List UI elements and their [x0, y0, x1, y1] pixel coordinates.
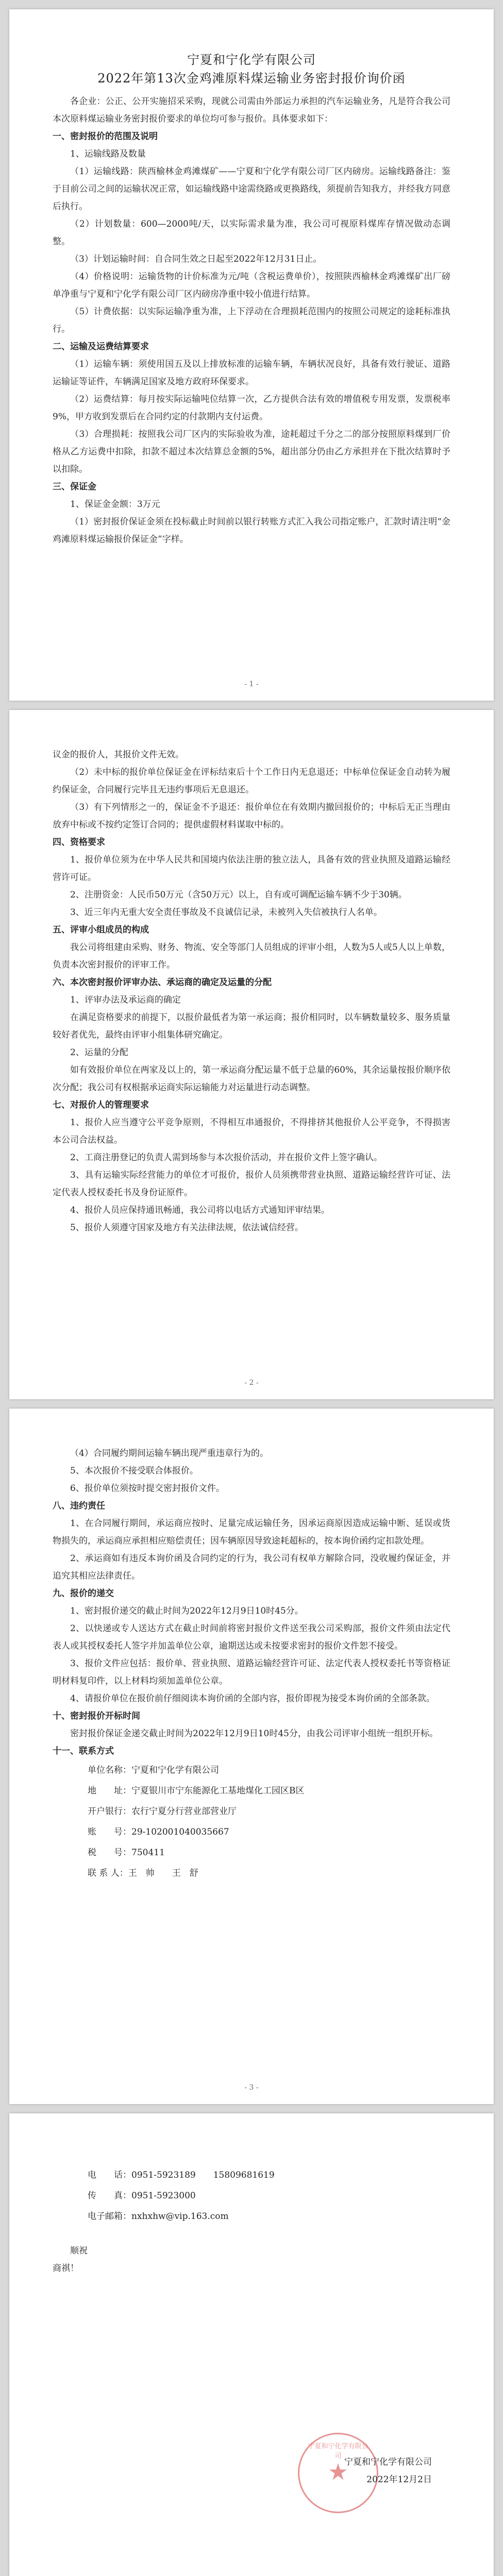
section-heading-1: 一、密封报价的范围及说明 [53, 131, 158, 142]
document-page-4 [9, 2113, 494, 2576]
evaluation-heading: 1、评审办法及承运商的确定 [70, 995, 181, 1005]
allocation-text: 如有效报价单位在两家及以上的，第一承运商分配运量不低于总量的60%，其余运量按报价顺序依次分配；我公司有权根据承运商实际运输能力对运量进行动态调整。 [53, 1065, 450, 1093]
contact-address [53, 1781, 450, 1801]
contact-tax-label: 税 号： [88, 1848, 131, 1858]
management-5: 5、报价人须遵守国家及地方有关法律法规，依法诚信经营。 [70, 1223, 304, 1233]
document-page-3 [9, 1409, 494, 2104]
evaluation-text: 在满足资格要求的前提下，以报价最低者为第一承运商；报价相同时，以车辆数量较多、服务质量较好者优先，最终由评审小组集体研究确定。 [53, 1012, 450, 1040]
management-note-6: 6、报价单位须按时提交密封报价文件。 [70, 1483, 225, 1494]
contact-company-label: 单位名称： [88, 1765, 131, 1775]
contact-fax [53, 2185, 450, 2206]
signature-date: 2022年12月2日 [366, 2475, 432, 2485]
deposit-rule-3: （3）有下列情形之一的，保证金不予退还：报价单位在有效期内撤回报价的；中标后无正当理由放弃中标或不按约定签订合同的；提供虚假材料谋取中标的。 [53, 802, 450, 830]
contact-bank-label: 开户银行： [88, 1806, 131, 1817]
opening-text: 密封报价保证金递交截止时间为2022年12月9日10时45分，由我公司评审小组统一组织开标。 [70, 1728, 438, 1739]
submission-3: 3、报价文件应包括：报价单、营业执照、道路运输经营许可证、法定代表人授权委托书等资格证明材料复印件，以上材料均须加盖单位公章。 [53, 1658, 450, 1686]
section-heading-4: 四、资格要求 [53, 837, 105, 848]
contact-person [53, 1863, 450, 1884]
continued-text: （4）合同履约期间运输车辆出现严重违章行为的。 [70, 1448, 269, 1459]
submission-1: 1、密封报价递交的截止时间为2022年12月9日10时45分。 [70, 1606, 304, 1616]
section-heading-11: 十一、联系方式 [53, 1746, 114, 1756]
contact-account [53, 1822, 450, 1842]
contact-phone-label: 电 话： [88, 2170, 131, 2180]
section-heading-9: 九、报价的递交 [53, 1588, 114, 1599]
contact-company-value: 宁夏和宁化学有限公司 [131, 1765, 219, 1775]
item-2-settlement: （2）运费结算：每月按实际运输吨位结算一次，乙方提供合法有效的增值税专用发票，发票税率9%，甲方收到发票后在合同约定的付款期内支付运费。 [53, 394, 450, 422]
item-1-price: （4）价格说明：运输货物的计价标准为元/吨（含税运费单价），按照陕西榆林金鸡滩煤矿出厂磅单净重与宁夏和宁化学有限公司厂区内磅房净重中较小值进行结算。 [53, 272, 450, 299]
liability-1: 1、在合同履行期间，承运商应按时、足量完成运输任务，因承运商原因造成运输中断、延误或货物损失的，承运商应承担相应赔偿责任；因车辆原因导致途耗超标的，按本询价函约定扣款处理。 [53, 1518, 450, 1546]
item-1-route: （1）运输线路：陕西榆林金鸡滩煤矿——宁夏和宁化学有限公司厂区内磅房。运输线路备注：鉴于目前公司之间的运输状况正常，如运输线路中途需绕路或更换路线，须提前告知我方，并经我方同意后执行。 [53, 166, 450, 212]
deposit-rule-1: （1）密封报价保证金须在投标截止时间前以银行转账方式汇入我公司指定账户，汇款时请注明“金鸡滩原料煤运输报价保证金”字样。 [53, 517, 450, 545]
qualification-2: 2、注册资金：人民币50万元（含50万元）以上，自有或可调配运输车辆不少于30辆。 [70, 890, 407, 900]
item-1-basis: （5）计费依据：以实际运输净重为准，上下浮动在合理损耗范围内的按照公司规定的途耗标准执行。 [53, 307, 450, 334]
document-page-2 [9, 710, 494, 1399]
management-3: 3、具有运输实际经营能力的单位才可报价，报价人员须携带营业执照、道路运输经营许可证、法定代表人授权委托书及身份证原件。 [53, 1170, 450, 1198]
page-3-content [53, 1445, 450, 1884]
section-heading-2: 二、运输及运费结算要求 [53, 342, 149, 352]
closing-line: 顺祝 [70, 2246, 88, 2256]
contact-tax [53, 1842, 450, 1863]
page-4-content [53, 2165, 450, 2277]
allocation-heading: 2、运量的分配 [70, 1047, 128, 1058]
signature-company: 宁夏和宁化学有限公司 [344, 2457, 432, 2467]
contact-tax-value: 750411 [131, 1848, 165, 1858]
seal-text: 宁夏和宁化学有限公司 [308, 2443, 368, 2460]
seal-star-icon: ★ [328, 2459, 348, 2485]
management-2: 2、工商注册登记的负责人需到场参与本次报价活动，并在报价文件上签字确认。 [70, 1153, 382, 1163]
section-heading-10: 十、密封报价开标时间 [53, 1711, 140, 1721]
contact-phone-value: 0951-5923189 15809681619 [131, 2170, 275, 2180]
contact-company [53, 1760, 450, 1781]
contact-fax-value: 0951-5923000 [131, 2191, 196, 2201]
page-1-content [53, 50, 450, 548]
management-1: 1、报价人应当遵守公平竞争原则，不得相互串通报价，不得排挤其他报价人公平竞争，不得损害本公司合法权益。 [53, 1117, 450, 1145]
contact-person-label: 联 系 人： [88, 1868, 128, 1878]
item-1-quantity: （2）计划数量：600—2000吨/天，以实际需求量为准，我公司可视原料煤库存情况做动态调整。 [53, 219, 450, 247]
contact-account-value: 29-102001040035667 [131, 1827, 229, 1837]
contact-address-value: 宁夏银川市宁东能源化工基地煤化工园区B区 [131, 1786, 305, 1796]
contact-email-value[interactable]: nxhxhw@vip.163.com [131, 2211, 229, 2222]
contact-email-label: 电子邮箱： [88, 2211, 131, 2222]
submission-2: 2、以快递或专人送达方式在截止时间前将密封报价文件送至我公司采购部，报价文件须由法定代表人或其授权委托人签字并加盖单位公章，逾期送达或未按要求密封的报价文件恕不接受。 [53, 1623, 450, 1651]
section-heading-3: 三、保证金 [53, 482, 96, 492]
contact-account-label: 账 号： [88, 1827, 131, 1837]
contact-bank [53, 1801, 450, 1822]
section-heading-6: 六、本次密封报价评审办法、承运商的确定及运量的分配 [53, 977, 272, 988]
page-title: 2022年第13次金鸡滩原料煤运输业务密封报价询价函 [97, 71, 406, 86]
contact-email [53, 2206, 450, 2227]
submission-4: 4、请报价单位在报价前仔细阅读本询价函的全部内容，报价即视为接受本询价函的全部条款。 [70, 1693, 435, 1704]
contact-person-value: 王 帅 王 舒 [128, 1868, 198, 1878]
contact-address-label: 地 址： [88, 1786, 131, 1796]
page-2-content [53, 746, 450, 1236]
company-header: 宁夏和宁化学有限公司 [187, 53, 316, 67]
item-1-time: （3）计划运输时间：自合同生效之日起至2022年12月31日止。 [70, 254, 322, 264]
item-1-heading: 1、运输线路及数量 [70, 149, 146, 159]
document-page-1 [9, 9, 494, 701]
intro-paragraph: 各企业：公正、公开实施招采采购，现就公司需由外部运力承担的汽车运输业务，凡是符合我公司本次原料煤运输业务密封报价要求的单位均可参与报价。具体要求如下： [53, 96, 450, 124]
management-note-5: 5、本次报价不接受联合体报价。 [70, 1466, 198, 1476]
page-number: - 3 - [244, 2083, 259, 2092]
section-heading-8: 八、违约责任 [53, 1501, 105, 1511]
section-heading-5: 五、评审小组成员的构成 [53, 925, 149, 935]
section-heading-7: 七、对报价人的管理要求 [53, 1100, 149, 1110]
management-4: 4、报价人员应保持通讯畅通，我公司将以电话方式通知评审结果。 [70, 1205, 330, 1215]
contact-phone [53, 2165, 450, 2185]
liability-2: 2、承运商如有违反本询价函及合同约定的行为，我公司有权单方解除合同，没收履约保证金，并追究其相应法律责任。 [53, 1553, 450, 1581]
deposit-rule-2: （2）未中标的报价单位保证金在评标结束后十个工作日内无息退还；中标单位保证金自动转为履约保证金，合同履行完毕且无违约事项后无息退还。 [53, 767, 450, 795]
page-number: - 1 - [244, 680, 259, 688]
review-team: 我公司将组建由采购、财务、物流、安全等部门人员组成的评审小组，人数为5人或5人以上单数，负责本次密封报价的评审工作。 [53, 942, 450, 970]
closing-greeting: 商祺！ [53, 2263, 79, 2274]
qualification-3: 3、近三年内无重大安全责任事故及不良诚信记录，未被列入失信被执行人名单。 [70, 907, 382, 918]
contact-bank-value: 农行宁夏分行营业部营业厅 [131, 1806, 237, 1817]
signature-block [344, 2453, 432, 2488]
continued-text: 议金的报价人，其报价文件无效。 [53, 750, 184, 760]
contact-fax-label: 传 真： [88, 2191, 131, 2201]
qualification-1: 1、报价单位须为在中华人民共和国境内依法注册的独立法人，具备有效的营业执照及道路运输经营许可证。 [53, 855, 450, 883]
item-2-loss: （3）合理损耗：按照我公司厂区内的实际验收为准，途耗超过千分之二的部分按照原料煤到厂价格从乙方运费中扣除，扣款不超过本次结算总金额的5%，超出部分仍由乙方承担并在下批次结算时予以扣除。 [53, 429, 450, 474]
deposit-amount: 1、保证金金额：3万元 [70, 499, 160, 510]
page-number: - 2 - [244, 1379, 259, 1387]
item-2-vehicles: （1）运输车辆：须使用国五及以上排放标准的运输车辆，车辆状况良好，具备有效行驶证、道路运输证等证件，车辆满足国家及地方政府环保要求。 [53, 359, 450, 387]
